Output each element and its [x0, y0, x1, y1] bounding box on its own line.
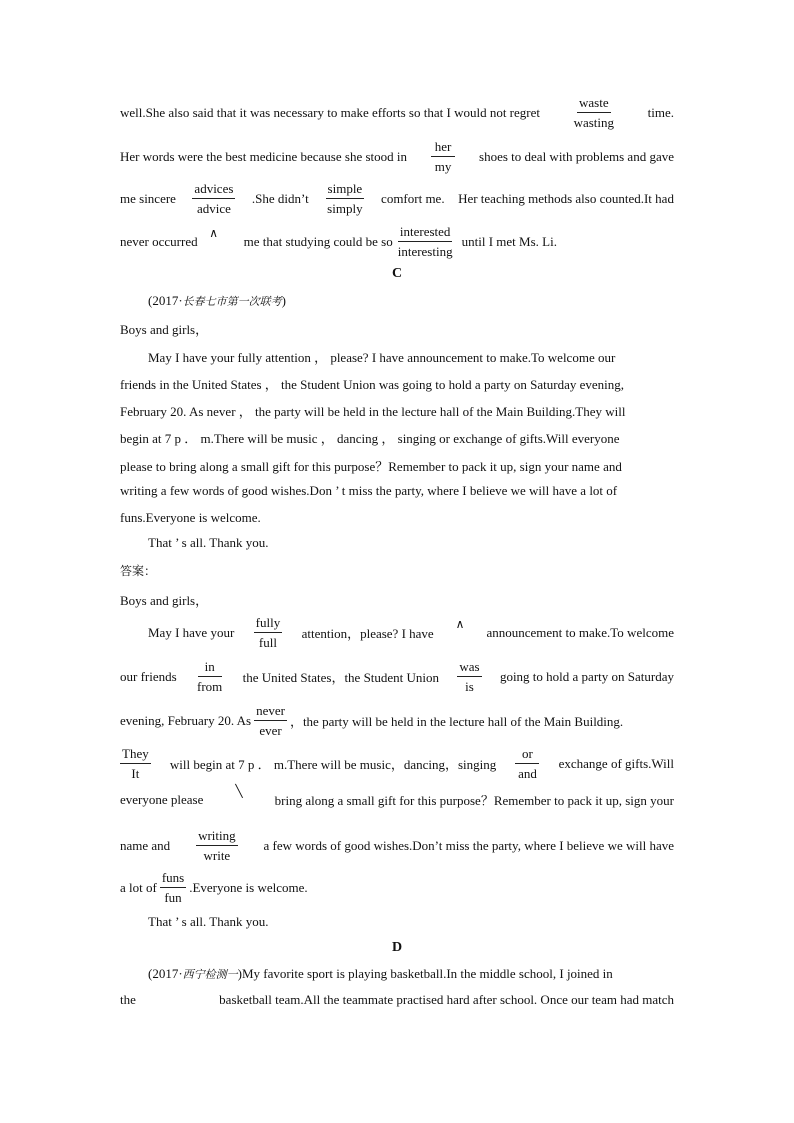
text-segment: basketball team.All the teammate practised hard after school. Once our team had match — [219, 992, 674, 1007]
text-segment: a lot of — [120, 879, 157, 895]
correction-fix: from — [197, 679, 223, 694]
text-segment: .Everyone is welcome. — [189, 879, 308, 895]
passage-line — [120, 225, 674, 258]
correction-original: her — [431, 140, 455, 157]
correction — [572, 96, 616, 129]
source-name: 西宁检测一 — [182, 968, 238, 981]
text-segment: will begin at 7 p ． m.There will be music，dancing，singing — [169, 757, 497, 772]
greeting: Boys and girls， — [120, 593, 209, 608]
text-segment: attention，please? I have — [301, 626, 434, 641]
text-segment: the — [120, 992, 136, 1007]
answer-label: 答案： — [120, 564, 157, 578]
text-segment: )My favorite sport is playing basketball.In the middle school, I joined in — [237, 966, 613, 981]
section-heading-d: D — [391, 940, 403, 955]
correction — [431, 140, 455, 173]
correction — [325, 182, 364, 215]
source-line — [148, 293, 674, 309]
text-segment: our friends — [120, 668, 177, 684]
answer-line — [120, 784, 674, 809]
correction — [515, 747, 539, 780]
answer-line — [120, 660, 674, 693]
passage-line: begin at 7 p ． m.There will be music ， dancing ， singing or exchange of gifts.Will everyone — [120, 431, 620, 446]
correction-fix: interesting — [397, 244, 453, 259]
correction-fix: my — [434, 159, 452, 174]
section-heading-c: C — [391, 266, 403, 281]
correction-original: They — [120, 747, 151, 764]
passage-line: February 20. As never ， the party will be held in the lecture hall of the Main Building.They will — [120, 404, 626, 419]
correction-fix: advice — [196, 201, 231, 216]
correction-original: was — [457, 660, 481, 677]
text-segment: time. — [647, 104, 674, 120]
closing-line: That ’ s all. Thank you. — [148, 914, 269, 929]
text-segment: never occurred — [120, 233, 198, 249]
passage-line: writing a few words of good wishes.Don ’ t miss the party, where I believe we will have a lot of — [120, 483, 618, 498]
text-segment: Her words were the best medicine because she stood in — [120, 148, 407, 164]
greeting: Boys and girls， — [120, 322, 209, 337]
correction — [196, 829, 238, 862]
text-segment: bring along a small gift for this purpose？Remember to pack it up, sign your — [274, 793, 674, 808]
text-segment: until I met Ms. Li. — [461, 233, 557, 249]
passage-line — [120, 182, 674, 215]
source-prefix: (2017· — [148, 966, 183, 981]
text-segment: Her teaching methods also counted.It had — [458, 190, 674, 206]
correction-fix: fun — [164, 890, 182, 905]
correction — [457, 660, 481, 693]
answer-line — [120, 747, 674, 780]
text-segment: a few words of good wishes.Don’t miss the party, where I believe we will have — [263, 837, 674, 853]
correction-fix: It — [131, 766, 140, 781]
correction-original: waste — [577, 96, 611, 113]
correction-original: fully — [254, 616, 283, 633]
correction — [254, 616, 283, 649]
source-prefix: (2017· — [148, 293, 183, 308]
text-segment: me that studying could be so — [243, 233, 393, 249]
correction-original: writing — [196, 829, 238, 846]
answer-line — [148, 616, 674, 649]
text-segment: evening, February 20. As — [120, 712, 252, 728]
passage-line — [120, 992, 674, 1008]
text-segment: exchange of gifts.Will — [558, 755, 674, 771]
passage-line: friends in the United States ， the Student Union was going to hold a party on Saturday evening, — [120, 377, 625, 392]
correction-fix: simply — [327, 201, 363, 216]
text-segment: me sincere — [120, 190, 176, 206]
correction-fix: and — [518, 766, 537, 781]
correction — [160, 871, 186, 904]
answer-line — [120, 829, 674, 862]
text-segment: .She didn’t — [251, 190, 309, 206]
text-segment: shoes to deal with problems and gave — [479, 148, 674, 164]
closing-line: That ’ s all. Thank you. — [148, 535, 269, 550]
correction — [254, 704, 287, 737]
text-segment: comfort me. — [381, 190, 445, 206]
correction-fix: wasting — [573, 115, 615, 130]
correction-original: funs — [160, 871, 186, 888]
text-segment: the United States，the Student Union — [242, 670, 440, 685]
correction — [195, 660, 224, 693]
source-name: 长春七市第一次联考 — [182, 295, 282, 308]
insert-caret-mark: ∧ — [209, 226, 218, 240]
correction-original: in — [198, 660, 222, 677]
answer-line — [120, 871, 674, 904]
text-segment: ，the party will be held in the lecture hall of the Main Building. — [289, 714, 624, 729]
delete-slash-mark: ╲ — [235, 784, 243, 798]
insert-caret-mark: ∧ — [455, 617, 465, 631]
text-segment: going to hold a party on Saturday — [499, 668, 674, 684]
passage-line: please to bring along a small gift for this purpose？Remember to pack it up, sign your name and — [120, 459, 622, 474]
text-segment: everyone please — [120, 791, 204, 807]
text-segment: announcement to make.To welcome — [486, 624, 674, 640]
correction — [192, 182, 235, 215]
correction-original: advices — [192, 182, 235, 199]
correction — [120, 747, 151, 780]
passage-line — [148, 966, 674, 982]
correction-original: never — [254, 704, 287, 721]
answer-line — [120, 704, 674, 737]
text-segment: May I have your — [148, 624, 235, 640]
correction-original: interested — [398, 225, 453, 242]
passage-line: May I have your fully attention ， please? I have announcement to make.To welcome our — [148, 350, 616, 365]
correction-fix: is — [465, 679, 474, 694]
passage-line — [120, 140, 674, 173]
correction-fix: write — [203, 848, 231, 863]
passage-line: funs.Everyone is welcome. — [120, 510, 261, 525]
correction-fix: ever — [259, 723, 282, 738]
text-segment: name and — [120, 837, 171, 853]
text-segment: well.She also said that it was necessary to make efforts so that I would not regret — [120, 104, 540, 120]
passage-line — [120, 96, 674, 129]
source-suffix: ) — [281, 293, 287, 308]
correction-fix: full — [258, 635, 277, 650]
correction-original: simple — [326, 182, 365, 199]
correction — [396, 225, 455, 258]
correction-original: or — [515, 747, 539, 764]
